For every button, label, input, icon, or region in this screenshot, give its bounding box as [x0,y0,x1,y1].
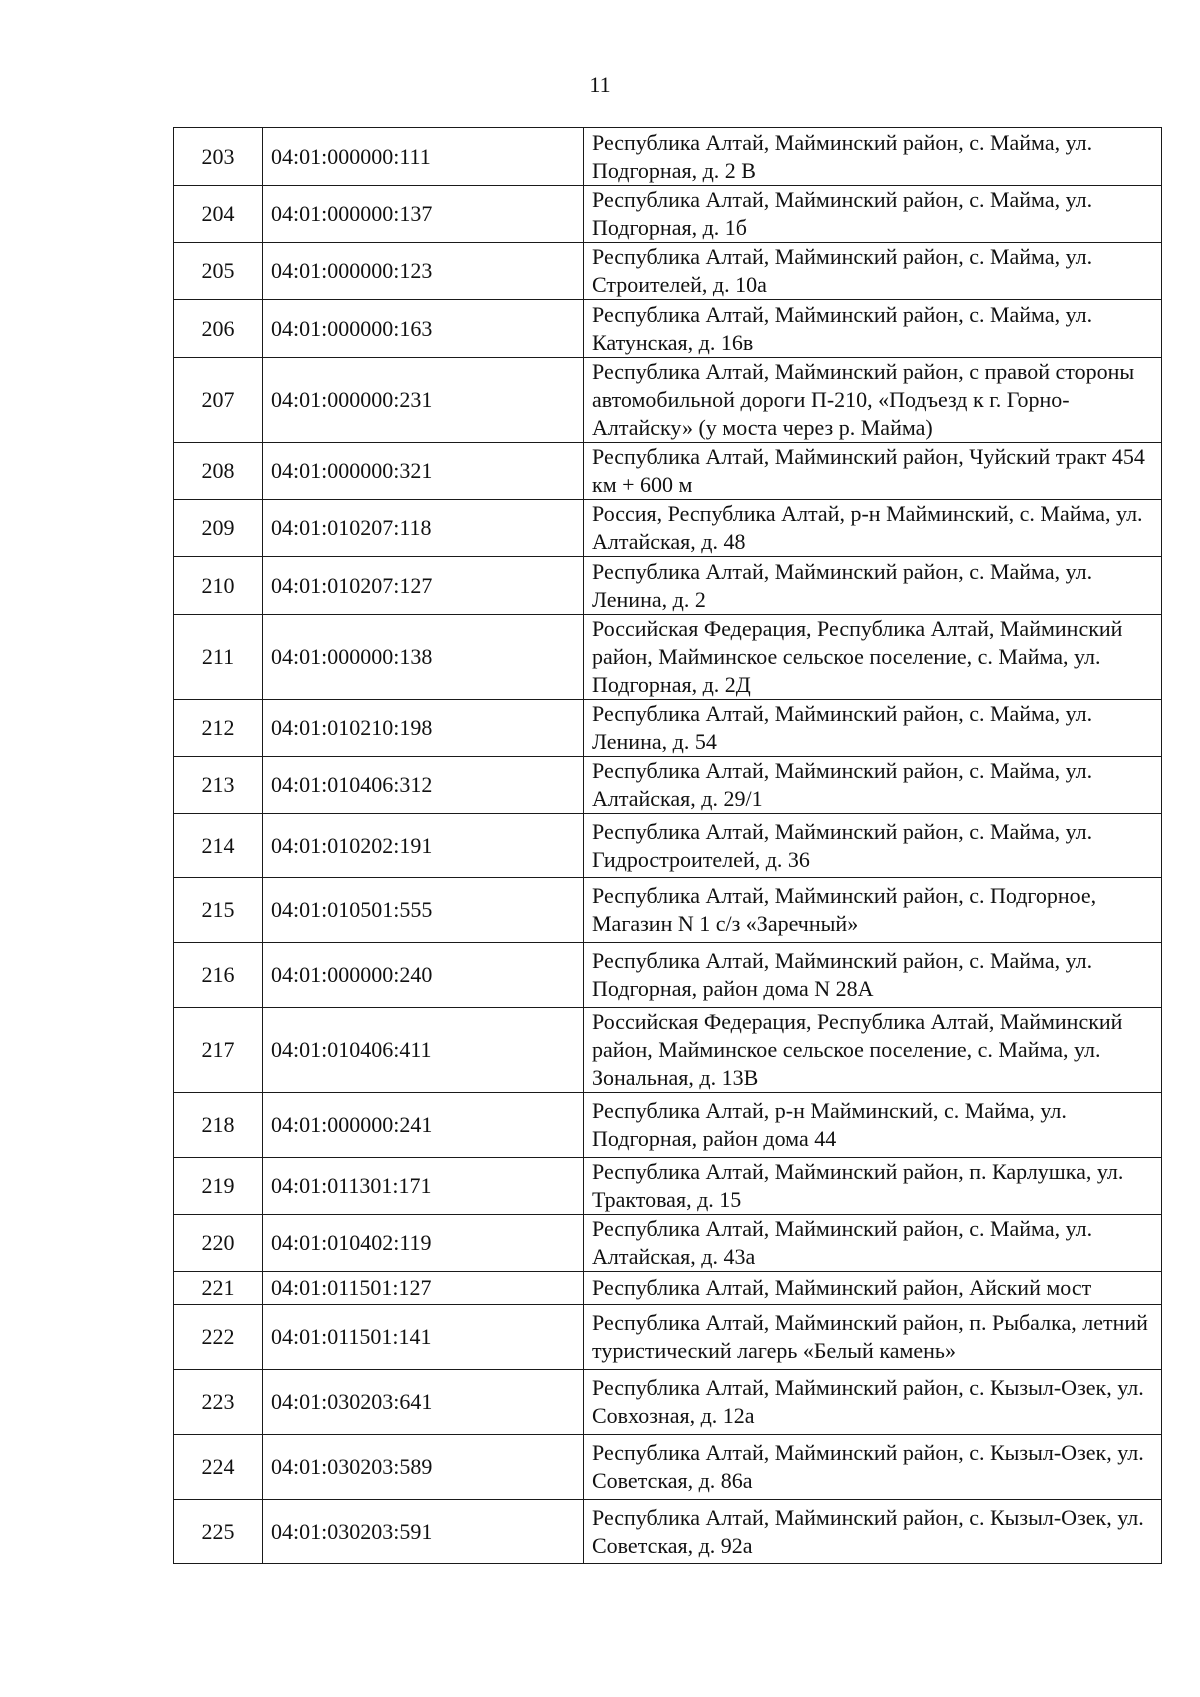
table-row [174,1500,1162,1564]
address: Республика Алтай, Майминский район, с. Кызыл-Озек, ул. Совхозная, д. 12а [584,1370,1162,1435]
row-number: 224 [174,1435,263,1500]
address: Российская Федерация, Республика Алтай, Майминский район, Майминское сельское поселение, с. Майма, ул. Подгорная, д. 2Д [584,615,1162,700]
address: Республика Алтай, Майминский район, с. Кызыл-Озек, ул. Советская, д. 86а [584,1435,1162,1500]
table-row [174,1008,1162,1093]
table-row [174,1272,1162,1305]
table-row [174,1215,1162,1272]
table-row [174,1158,1162,1215]
address: Республика Алтай, Майминский район, Чуйский тракт 454 км + 600 м [584,443,1162,500]
address: Российская Федерация, Республика Алтай, Майминский район, Майминское сельское поселение, с. Майма, ул. Зональная, д. 13В [584,1008,1162,1093]
address: Республика Алтай, Майминский район, п. Рыбалка, летний туристический лагерь «Белый камень» [584,1305,1162,1370]
row-number: 206 [174,300,263,358]
table-row [174,1435,1162,1500]
cadastral-number: 04:01:010402:119 [263,1215,584,1272]
cadastral-number: 04:01:010207:118 [263,500,584,557]
row-number: 211 [174,615,263,700]
address: Республика Алтай, Майминский район, с. Майма, ул. Подгорная, д. 1б [584,186,1162,243]
cadastral-number: 04:01:000000:321 [263,443,584,500]
cadastral-number: 04:01:010501:555 [263,878,584,943]
table-row [174,757,1162,814]
address: Республика Алтай, Майминский район, п. Карлушка, ул. Трактовая, д. 15 [584,1158,1162,1215]
address: Республика Алтай, Майминский район, с. Майма, ул. Алтайская, д. 29/1 [584,757,1162,814]
address: Республика Алтай, Майминский район, с. Кызыл-Озек, ул. Советская, д. 92а [584,1500,1162,1564]
row-number: 210 [174,557,263,615]
cadastral-number: 04:01:030203:641 [263,1370,584,1435]
table-row [174,500,1162,557]
row-number: 215 [174,878,263,943]
row-number: 225 [174,1500,263,1564]
table-row [174,1370,1162,1435]
cadastral-number: 04:01:030203:591 [263,1500,584,1564]
cadastral-number: 04:01:000000:111 [263,128,584,186]
row-number: 222 [174,1305,263,1370]
cadastral-number: 04:01:011501:127 [263,1272,584,1305]
row-number: 209 [174,500,263,557]
table-row [174,128,1162,186]
address: Республика Алтай, р-н Майминский, с. Майма, ул. Подгорная, район дома 44 [584,1093,1162,1158]
row-number: 207 [174,358,263,443]
row-number: 220 [174,1215,263,1272]
cadastral-number: 04:01:000000:231 [263,358,584,443]
row-number: 223 [174,1370,263,1435]
table-row [174,243,1162,300]
table-row [174,443,1162,500]
table-row [174,358,1162,443]
table-row [174,943,1162,1008]
cadastral-number: 04:01:000000:241 [263,1093,584,1158]
cadastral-number: 04:01:010406:312 [263,757,584,814]
address: Республика Алтай, Майминский район, с. Майма, ул. Катунская, д. 16в [584,300,1162,358]
table-row [174,814,1162,878]
row-number: 214 [174,814,263,878]
row-number: 217 [174,1008,263,1093]
address: Республика Алтай, Майминский район, с правой стороны автомобильной дороги П-210, «Подъезд к г. Горно-Алтайску» (у моста через р. Майма) [584,358,1162,443]
table-row [174,700,1162,757]
address: Республика Алтай, Майминский район, с. Майма, ул. Подгорная, д. 2 В [584,128,1162,186]
row-number: 203 [174,128,263,186]
row-number: 204 [174,186,263,243]
address: Республика Алтай, Майминский район, с. Майма, ул. Подгорная, район дома N 28А [584,943,1162,1008]
cadastral-number: 04:01:000000:137 [263,186,584,243]
registry-table [173,127,1162,1564]
table-row [174,186,1162,243]
table-row [174,300,1162,358]
table-row [174,878,1162,943]
row-number: 205 [174,243,263,300]
row-number: 219 [174,1158,263,1215]
table-row [174,557,1162,615]
address: Республика Алтай, Майминский район, с. Майма, ул. Строителей, д. 10а [584,243,1162,300]
row-number: 218 [174,1093,263,1158]
address: Россия, Республика Алтай, р-н Майминский, с. Майма, ул. Алтайская, д. 48 [584,500,1162,557]
cadastral-number: 04:01:000000:163 [263,300,584,358]
address: Республика Алтай, Майминский район, с. Подгорное, Магазин N 1 с/з «Заречный» [584,878,1162,943]
row-number: 208 [174,443,263,500]
table-row [174,1305,1162,1370]
cadastral-number: 04:01:010406:411 [263,1008,584,1093]
row-number: 212 [174,700,263,757]
table-row [174,615,1162,700]
table-row [174,1093,1162,1158]
cadastral-number: 04:01:010202:191 [263,814,584,878]
cadastral-number: 04:01:000000:123 [263,243,584,300]
cadastral-number: 04:01:010210:198 [263,700,584,757]
row-number: 213 [174,757,263,814]
row-number: 221 [174,1272,263,1305]
cadastral-number: 04:01:030203:589 [263,1435,584,1500]
page-number: 11 [589,72,611,97]
cadastral-number: 04:01:000000:138 [263,615,584,700]
address: Республика Алтай, Майминский район, с. Майма, ул. Ленина, д. 54 [584,700,1162,757]
address: Республика Алтай, Майминский район, с. Майма, ул. Алтайская, д. 43а [584,1215,1162,1272]
cadastral-number: 04:01:000000:240 [263,943,584,1008]
address: Республика Алтай, Майминский район, с. Майма, ул. Гидростроителей, д. 36 [584,814,1162,878]
cadastral-number: 04:01:010207:127 [263,557,584,615]
address: Республика Алтай, Майминский район, Айский мост [584,1272,1162,1305]
address: Республика Алтай, Майминский район, с. Майма, ул. Ленина, д. 2 [584,557,1162,615]
row-number: 216 [174,943,263,1008]
cadastral-number: 04:01:011301:171 [263,1158,584,1215]
cadastral-number: 04:01:011501:141 [263,1305,584,1370]
